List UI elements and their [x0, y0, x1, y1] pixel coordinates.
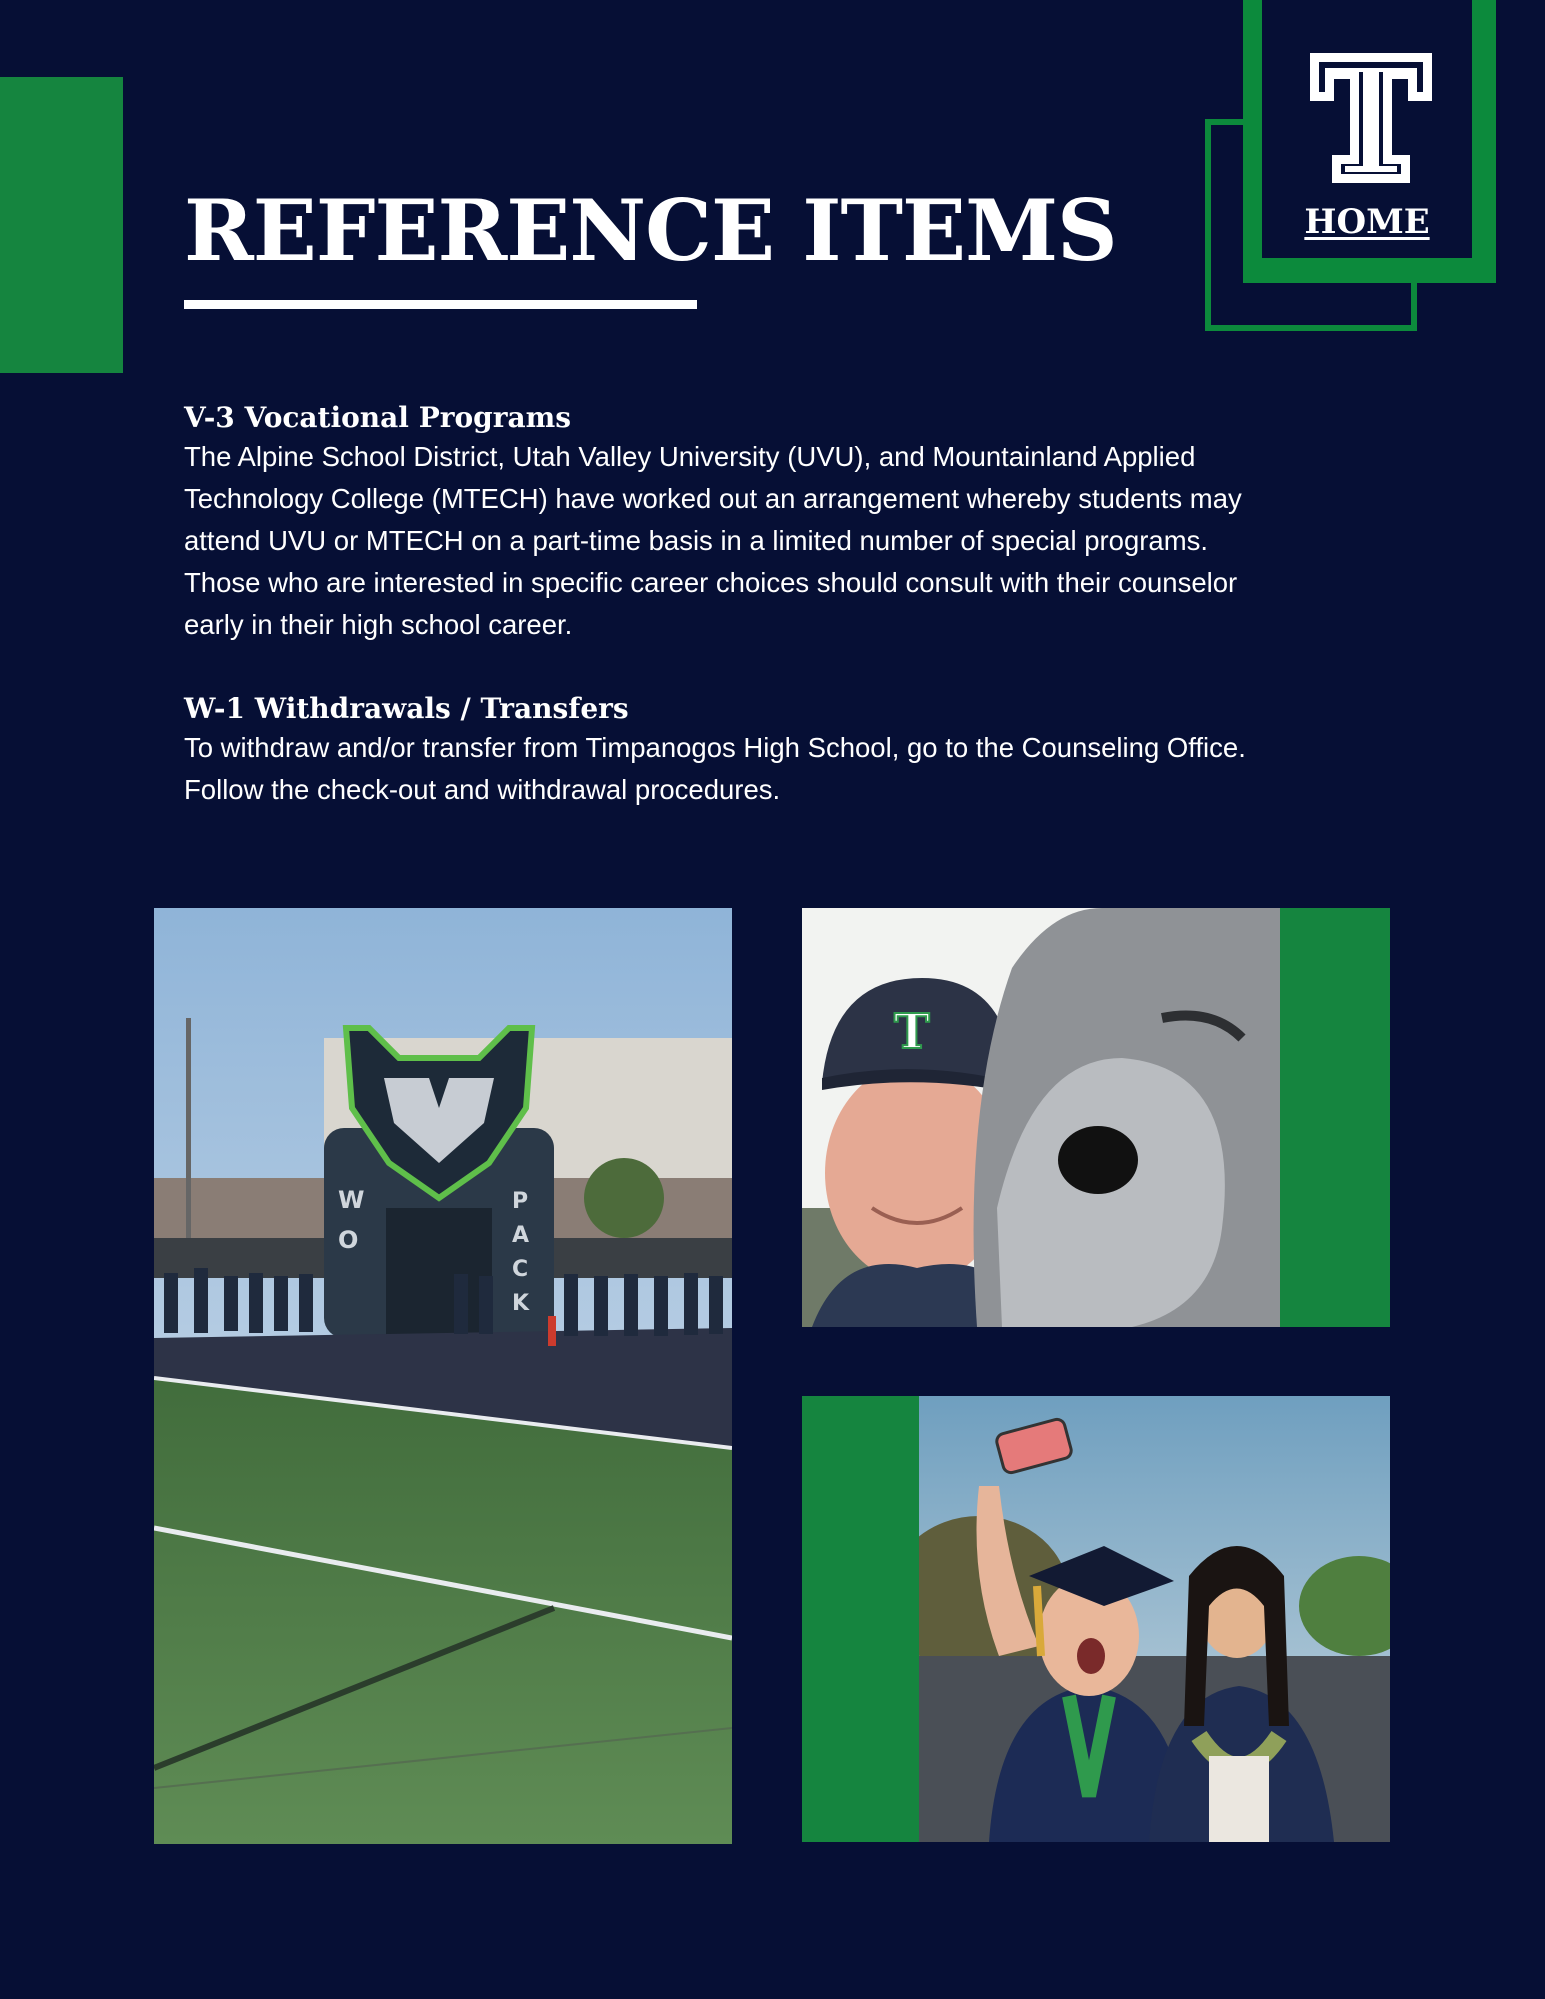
body-line: early in their high school career.	[184, 609, 573, 640]
photo-football-field-cheerleaders	[154, 908, 732, 1844]
home-link-label: HOME	[1304, 202, 1430, 242]
section-body-vocational	[184, 436, 1384, 646]
inflatable-letter-o: O	[338, 1226, 359, 1254]
school-t-logo-icon	[1309, 52, 1433, 184]
section-heading-withdrawals: W-1 Withdrawals / Transfers	[184, 692, 629, 725]
inflatable-letter-w: W	[338, 1186, 365, 1214]
photo-accent-block-right	[1280, 908, 1390, 1327]
inflatable-letter-a: A	[512, 1223, 530, 1248]
cap-t-letter: T	[894, 1004, 930, 1060]
body-line: attend UVU or MTECH on a part-time basis in a limited number of special programs.	[184, 525, 1209, 556]
body-line: Follow the check-out and withdrawal procedures.	[184, 774, 781, 805]
football-field-image	[154, 908, 732, 1844]
home-link[interactable]	[1262, 0, 1472, 258]
title-underline	[184, 300, 697, 309]
section-body-withdrawals	[184, 727, 1384, 811]
body-line: Technology College (MTECH) have worked out an arrangement whereby students may	[184, 483, 1242, 514]
body-line: Those who are interested in specific career choices should consult with their counselor	[184, 567, 1238, 598]
photo-graduates-selfie	[919, 1396, 1390, 1842]
inflatable-letter-c: C	[512, 1257, 529, 1282]
photo-accent-block-left	[802, 1396, 919, 1842]
body-line: To withdraw and/or transfer from Timpanogos High School, go to the Counseling Office.	[184, 732, 1246, 763]
page-title: REFERENCE ITEMS	[184, 181, 1117, 280]
photo-selfie-with-mascot	[802, 908, 1280, 1327]
inflatable-letter-p: P	[512, 1189, 529, 1214]
body-line: The Alpine School District, Utah Valley University (UVU), and Mountainland Applied	[184, 441, 1196, 472]
inflatable-letter-k: K	[512, 1291, 530, 1316]
mascot-selfie-image	[802, 908, 1280, 1327]
section-heading-vocational: V-3 Vocational Programs	[184, 401, 572, 434]
graduates-image	[919, 1396, 1390, 1842]
left-accent-bar	[0, 77, 123, 373]
